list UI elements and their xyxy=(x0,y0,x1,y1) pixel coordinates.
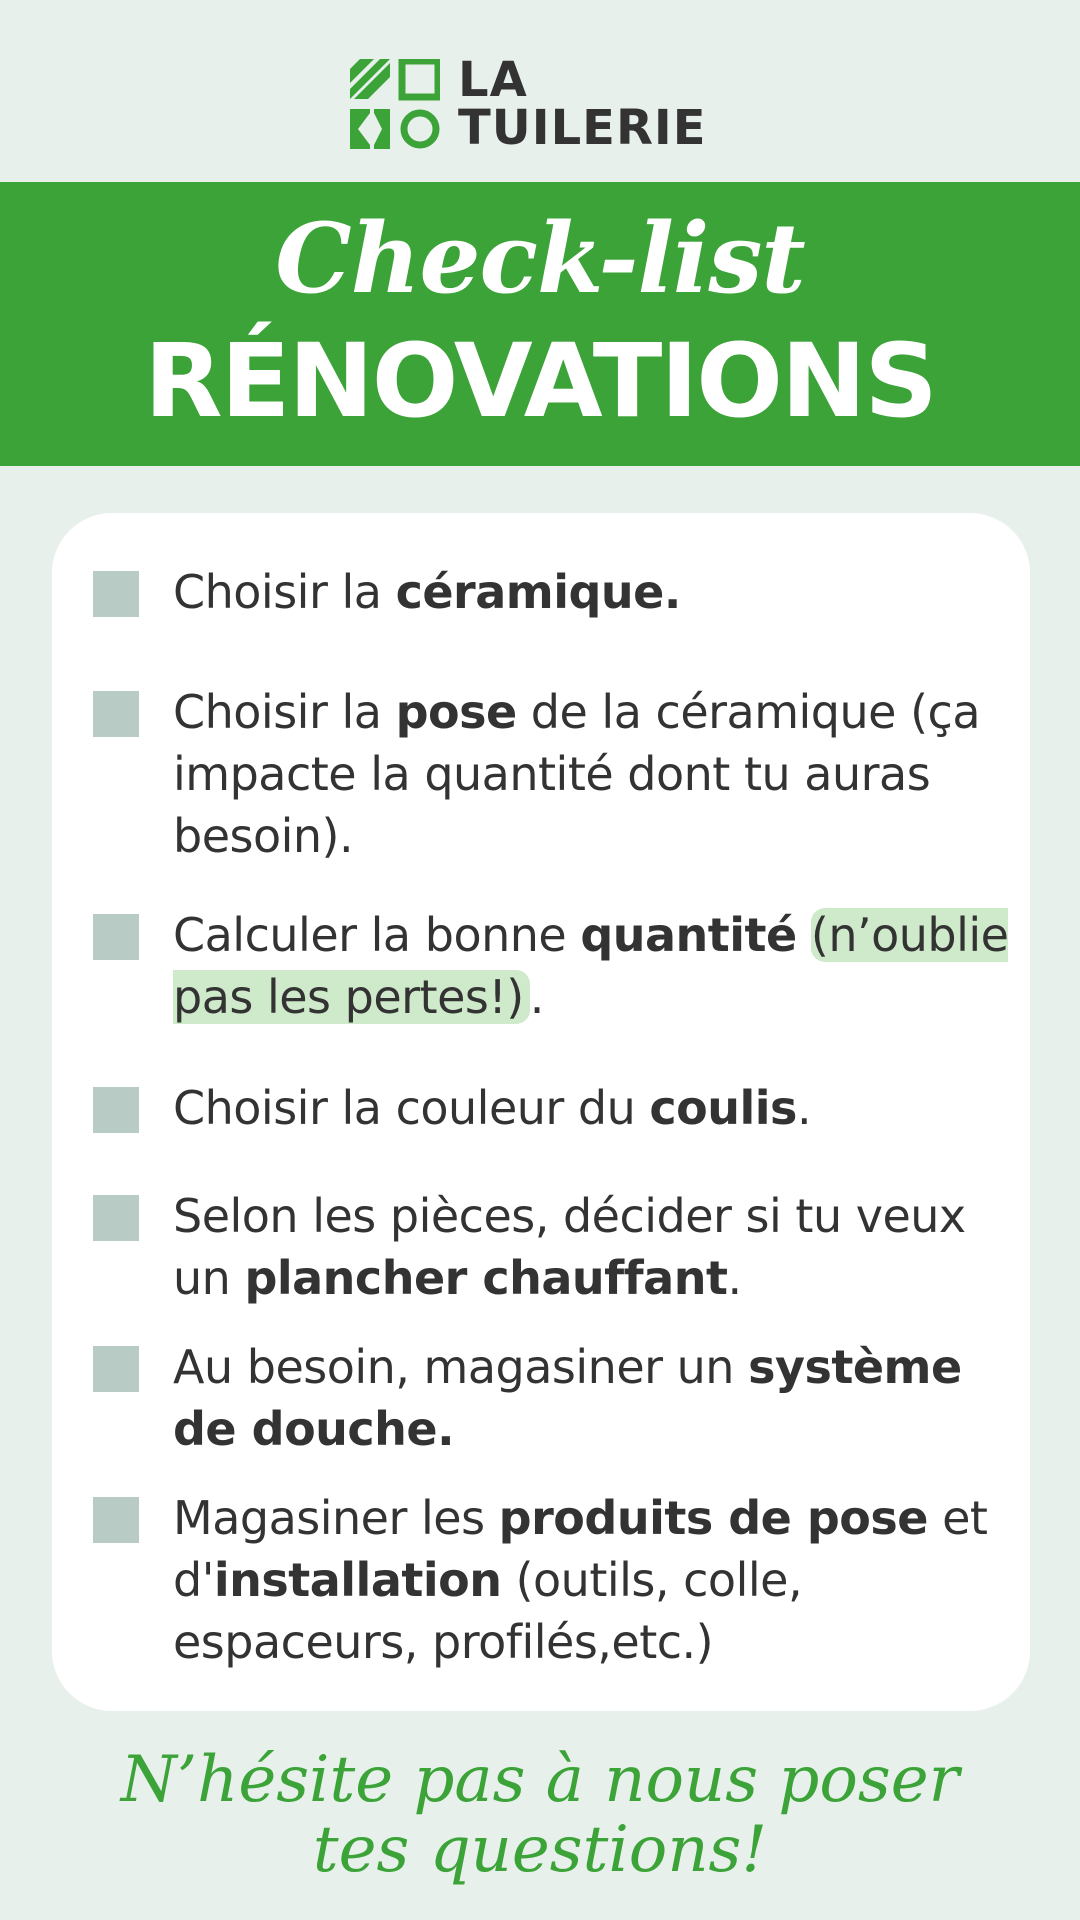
brand-name xyxy=(458,52,707,156)
brand-logo xyxy=(350,52,707,156)
emphasis-text: pose xyxy=(395,685,517,739)
text-run: Selon les pièces, décider si tu veux un xyxy=(173,1189,966,1305)
checklist-item-text xyxy=(173,561,1013,623)
checklist-item-text xyxy=(173,1185,1013,1309)
footer-line1: N’hésite pas à nous poser xyxy=(120,1743,960,1817)
text-run: Choisir la couleur du xyxy=(173,1081,650,1135)
text-run: . xyxy=(796,1081,812,1135)
text-run: (outils, colle, espaceurs, profilés,etc.) xyxy=(173,1553,803,1669)
checkbox[interactable] xyxy=(93,1087,139,1133)
text-run: et d' xyxy=(173,1491,988,1607)
checklist-item-text xyxy=(173,1336,1013,1460)
checklist-item-text xyxy=(173,1487,1013,1673)
text-run: Calculer la bonne xyxy=(173,908,581,962)
emphasis-text: installation xyxy=(213,1553,502,1607)
banner-script-title: Check-list xyxy=(275,202,805,315)
checklist-card xyxy=(52,513,1030,1711)
emphasis-text: quantité xyxy=(580,908,797,962)
title-banner xyxy=(0,182,1080,466)
highlighted-text: (n’oublie pas les pertes!) xyxy=(173,908,1009,1024)
text-run: Au besoin, magasiner un xyxy=(173,1340,749,1394)
text-run: Magasiner les xyxy=(173,1491,499,1545)
la-tuilerie-logo-icon xyxy=(350,59,440,149)
text-run: de la céramique (ça impacte la quantité dont tu auras besoin). xyxy=(173,685,981,863)
checklist-item-text xyxy=(173,681,1013,867)
emphasis-text: coulis xyxy=(649,1081,797,1135)
text-run xyxy=(797,908,811,962)
emphasis-text: produits de pose xyxy=(498,1491,928,1545)
emphasis-text: céramique. xyxy=(395,565,681,619)
banner-title: RÉNOVATIONS xyxy=(144,322,936,441)
checkbox[interactable] xyxy=(93,1346,139,1392)
checkbox[interactable] xyxy=(93,691,139,737)
footer-line2: tes questions! xyxy=(312,1813,768,1887)
brand-name-line1: LA xyxy=(458,52,528,108)
checklist-item-text xyxy=(173,904,1013,1028)
text-run: Choisir la xyxy=(173,685,396,739)
checkbox[interactable] xyxy=(93,571,139,617)
text-run: . xyxy=(529,970,544,1024)
checkbox[interactable] xyxy=(93,1195,139,1241)
brand-name-line2: TUILERIE xyxy=(458,100,707,156)
footer-message xyxy=(0,1745,1080,1885)
emphasis-text: système de douche. xyxy=(173,1340,962,1456)
text-run: . xyxy=(727,1251,742,1305)
checklist-item-text xyxy=(173,1077,1013,1139)
checkbox[interactable] xyxy=(93,1497,139,1543)
text-run: Choisir la xyxy=(173,565,396,619)
emphasis-text: plancher chauffant xyxy=(244,1251,728,1305)
checkbox[interactable] xyxy=(93,914,139,960)
